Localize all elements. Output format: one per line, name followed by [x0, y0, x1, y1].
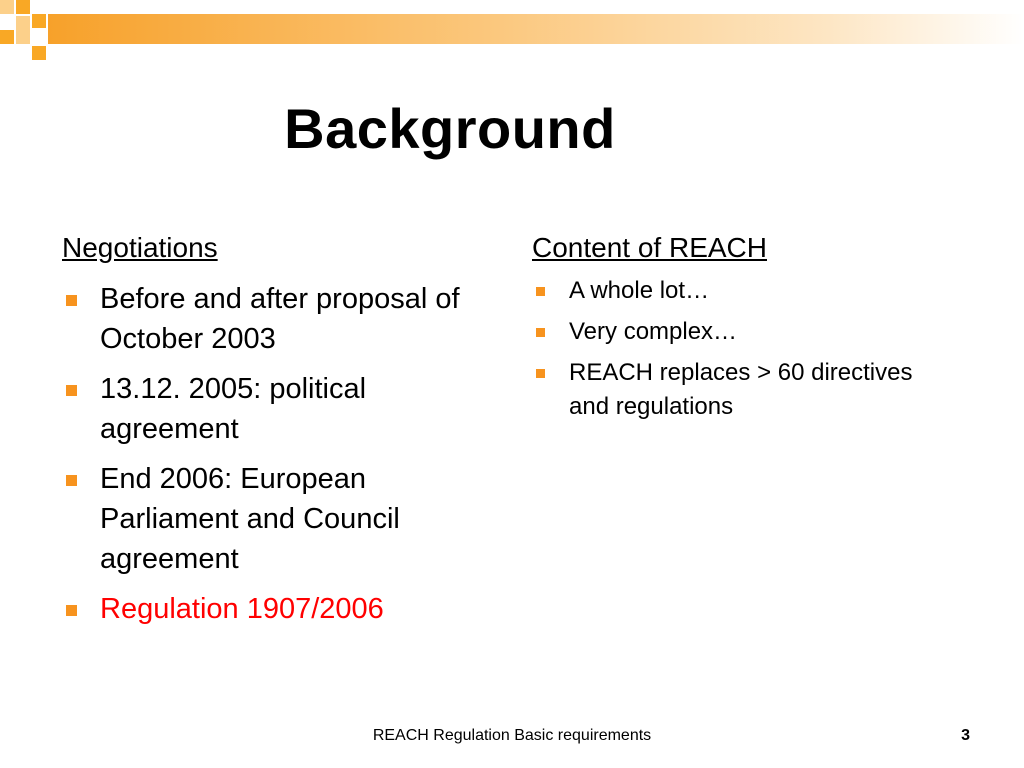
square-bullet-icon — [66, 605, 77, 616]
deco-square — [16, 30, 30, 44]
content-heading: Content of REACH — [532, 232, 767, 263]
deco-square — [16, 0, 30, 14]
deco-square — [16, 16, 30, 30]
deco-square — [0, 30, 14, 44]
square-bullet-icon — [536, 287, 545, 296]
list-item — [532, 315, 952, 349]
square-bullet-icon — [66, 295, 77, 306]
list-item — [532, 356, 952, 424]
deco-square — [32, 14, 46, 28]
list-item — [62, 279, 502, 359]
list-item — [62, 459, 502, 579]
footer-text: REACH Regulation Basic requirements — [372, 727, 652, 744]
square-bullet-icon — [536, 369, 545, 378]
square-bullet-icon — [536, 328, 545, 337]
content-list — [532, 274, 952, 424]
list-item-text: A whole lot… — [569, 277, 710, 304]
list-item-text: Very complex… — [569, 318, 738, 345]
negotiations-heading: Negotiations — [62, 232, 218, 263]
negotiations-list — [62, 279, 502, 629]
list-item-text: REACH replaces > 60 directives and regulations — [569, 359, 913, 420]
header-gradient-bar — [48, 14, 1024, 44]
list-item — [62, 369, 502, 449]
list-item-text: Regulation 1907/2006 — [100, 593, 384, 625]
list-item — [62, 589, 502, 629]
square-bullet-icon — [66, 475, 77, 486]
deco-square — [32, 46, 46, 60]
list-item-text: Before and after proposal of October 2003 — [100, 283, 460, 355]
list-item-text: 13.12. 2005: political agreement — [100, 373, 367, 445]
list-item — [532, 274, 952, 308]
list-item-text: End 2006: European Parliament and Council agreement — [100, 463, 400, 575]
square-bullet-icon — [66, 385, 77, 396]
slide-title: Background — [284, 97, 616, 160]
content-column — [532, 228, 952, 424]
page-number: 3 — [961, 727, 970, 744]
deco-square — [0, 0, 14, 14]
negotiations-column — [62, 228, 502, 629]
